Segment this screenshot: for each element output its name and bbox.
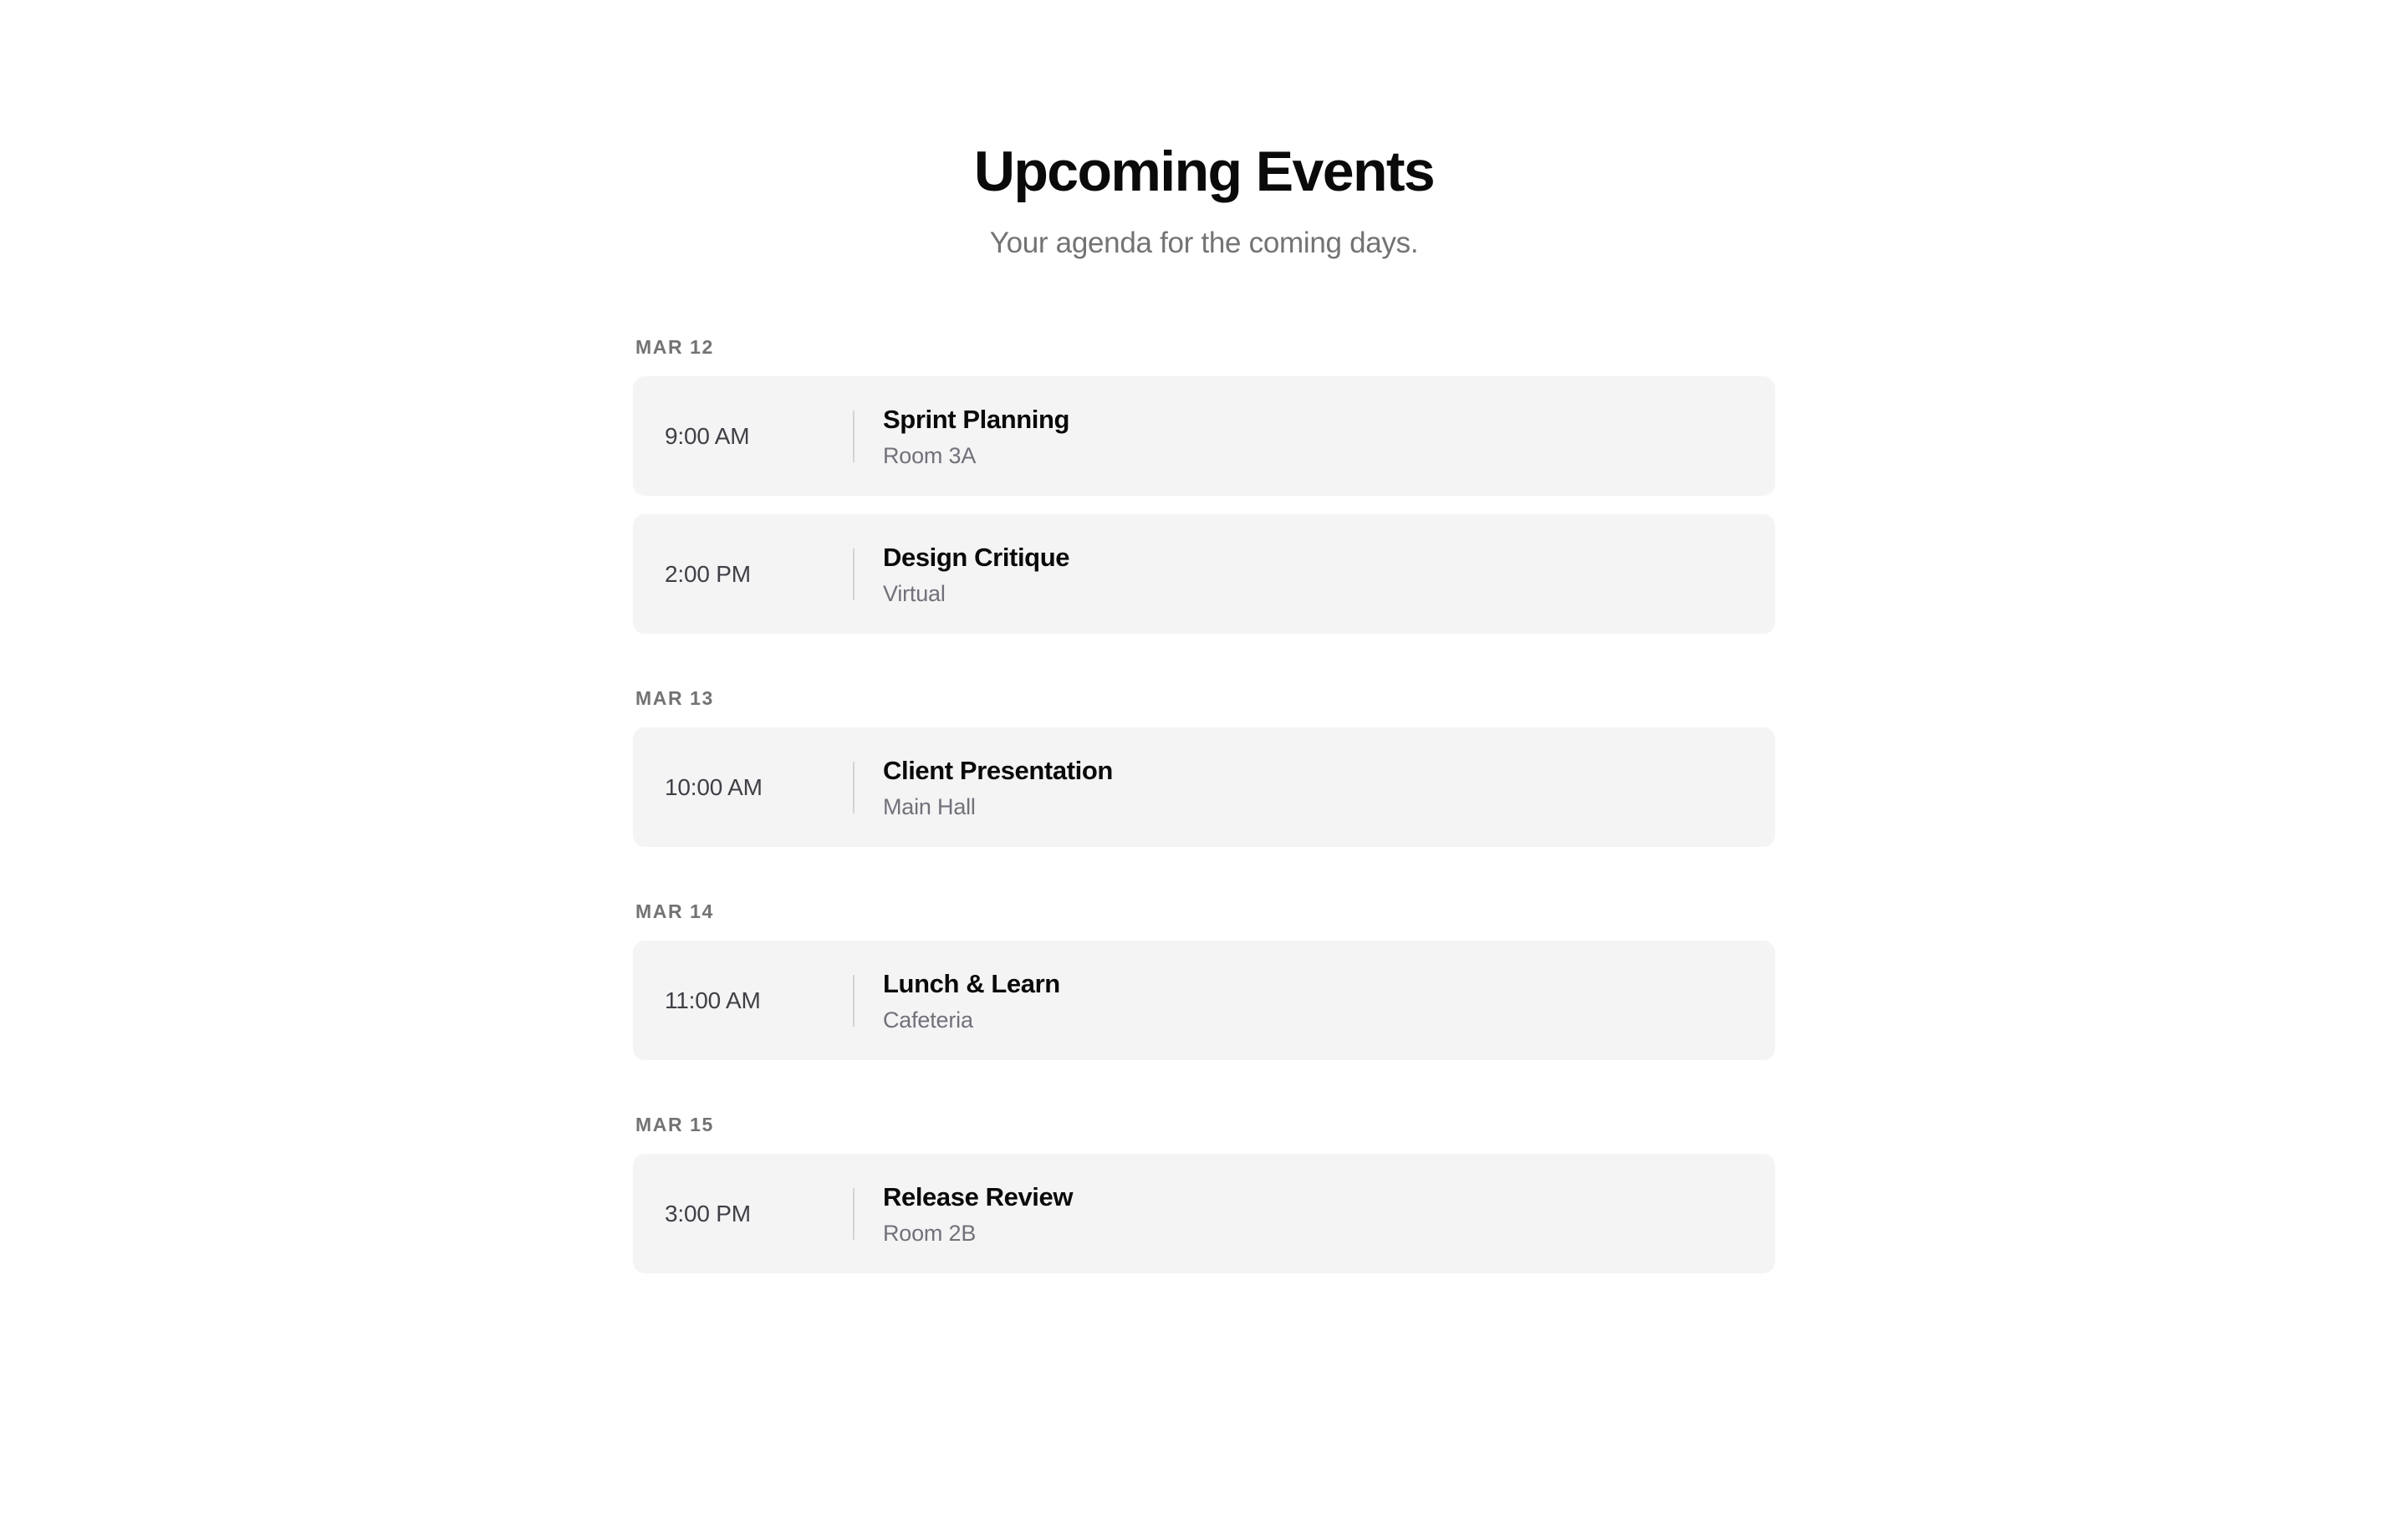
event-location: Room 2B (883, 1220, 977, 1246)
event-details (855, 1181, 1073, 1247)
page-header (0, 0, 2408, 260)
day-group (633, 336, 1775, 634)
day-group (633, 1114, 1775, 1273)
event-card[interactable] (633, 941, 1775, 1060)
group-spacer (633, 1079, 1775, 1114)
event-time: 11:00 AM (665, 987, 761, 1013)
page-subtitle: Your agenda for the coming days. (989, 227, 1419, 260)
event-title: Design Critique (883, 542, 1070, 572)
event-time: 9:00 AM (665, 422, 750, 449)
event-location: Virtual (883, 580, 946, 606)
day-group (633, 900, 1775, 1060)
event-details (855, 968, 1060, 1034)
event-card[interactable] (633, 376, 1775, 496)
event-location: Cafeteria (883, 1007, 973, 1033)
event-details (855, 755, 1113, 821)
day-label: MAR 12 (635, 336, 714, 359)
day-label: MAR 13 (635, 687, 714, 710)
event-details (855, 404, 1069, 470)
page-title: Upcoming Events (973, 140, 1435, 203)
event-title: Sprint Planning (883, 404, 1070, 434)
group-spacer (633, 652, 1775, 687)
event-time: 3:00 PM (665, 1200, 751, 1227)
event-title: Lunch & Learn (883, 968, 1060, 998)
day-label: MAR 14 (635, 900, 714, 923)
event-card[interactable] (633, 514, 1775, 634)
event-title: Release Review (883, 1181, 1074, 1211)
event-location: Main Hall (883, 793, 976, 819)
event-card[interactable] (633, 1154, 1775, 1273)
group-spacer (633, 865, 1775, 900)
event-location: Room 3A (883, 442, 977, 468)
agenda-list (633, 260, 1775, 1273)
event-card[interactable] (633, 727, 1775, 847)
event-title: Client Presentation (883, 755, 1113, 785)
day-group (633, 687, 1775, 847)
event-time: 2:00 PM (665, 560, 751, 587)
day-label: MAR 15 (635, 1114, 714, 1136)
event-time: 10:00 AM (665, 773, 763, 800)
event-details (855, 542, 1069, 608)
